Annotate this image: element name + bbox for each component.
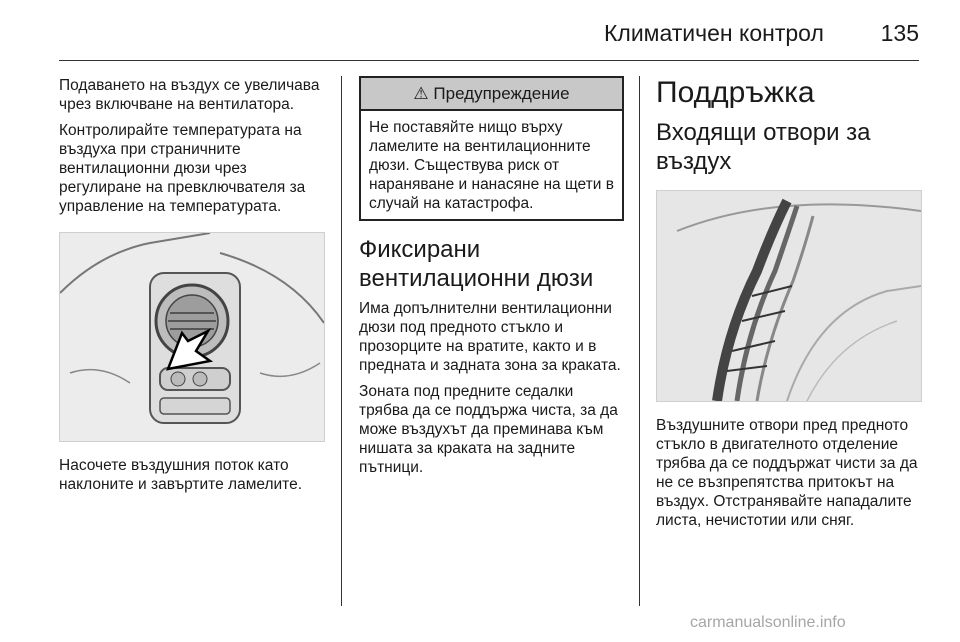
paragraph: Контролирайте температурата на въздуха при страничните вентилационни дюзи чрез регулиране на превключвателя за управление на температурата. bbox=[59, 122, 306, 215]
paragraph: Подаването на въздух се увеличава чрез включване на вентилатора. bbox=[59, 77, 320, 113]
paragraph: Зоната под предните седалки трябва да се поддържа чиста, за да може въздухът да преминава към нишата за краката на задните пътници. bbox=[359, 383, 618, 476]
column-3 bbox=[656, 76, 920, 537]
warning-title: Предупреждение bbox=[433, 84, 570, 103]
warning-body: Не поставяйте нищо върху ламелите на вентилационните дюзи. Съществува риск от нараняване и нанасяне на щети в случай на катастрофа. bbox=[369, 119, 614, 212]
section-heading: Фиксирани вентилационни дюзи bbox=[359, 236, 594, 292]
warning-header bbox=[361, 78, 622, 111]
vent-illustration bbox=[59, 232, 325, 442]
header-divider bbox=[59, 60, 919, 61]
air-inlet-drawing bbox=[657, 191, 921, 401]
header-title: Климатичен контрол bbox=[604, 20, 824, 46]
section-heading: Входящи отвори за въздух bbox=[656, 119, 871, 175]
paragraph: Въздушните отвори пред предното стъкло в двигателното отделение трябва да се поддържат чисти за да не се възпрепятства притокът на въздух. Отстранявайте нападалите листа, нечистотии или сняг. bbox=[656, 417, 918, 529]
watermark: carmanualsonline.info bbox=[690, 614, 846, 631]
column-2 bbox=[359, 76, 624, 484]
page-number: 135 bbox=[880, 20, 919, 46]
warning-icon: ⚠ bbox=[413, 84, 429, 103]
air-inlet-illustration bbox=[656, 190, 922, 402]
column-divider bbox=[341, 76, 342, 606]
section-title: Поддръжка bbox=[656, 76, 815, 109]
warning-box bbox=[359, 76, 624, 221]
column-divider bbox=[639, 76, 640, 606]
column-1 bbox=[59, 76, 325, 501]
paragraph: Насочете въздушния поток като наклоните и завъртите ламелите. bbox=[59, 457, 303, 493]
paragraph: Има допълнителни вентилационни дюзи под предното стъкло и прозорците на вратите, както и в предната и задната зона за краката. bbox=[359, 300, 621, 374]
vent-drawing bbox=[60, 233, 324, 441]
